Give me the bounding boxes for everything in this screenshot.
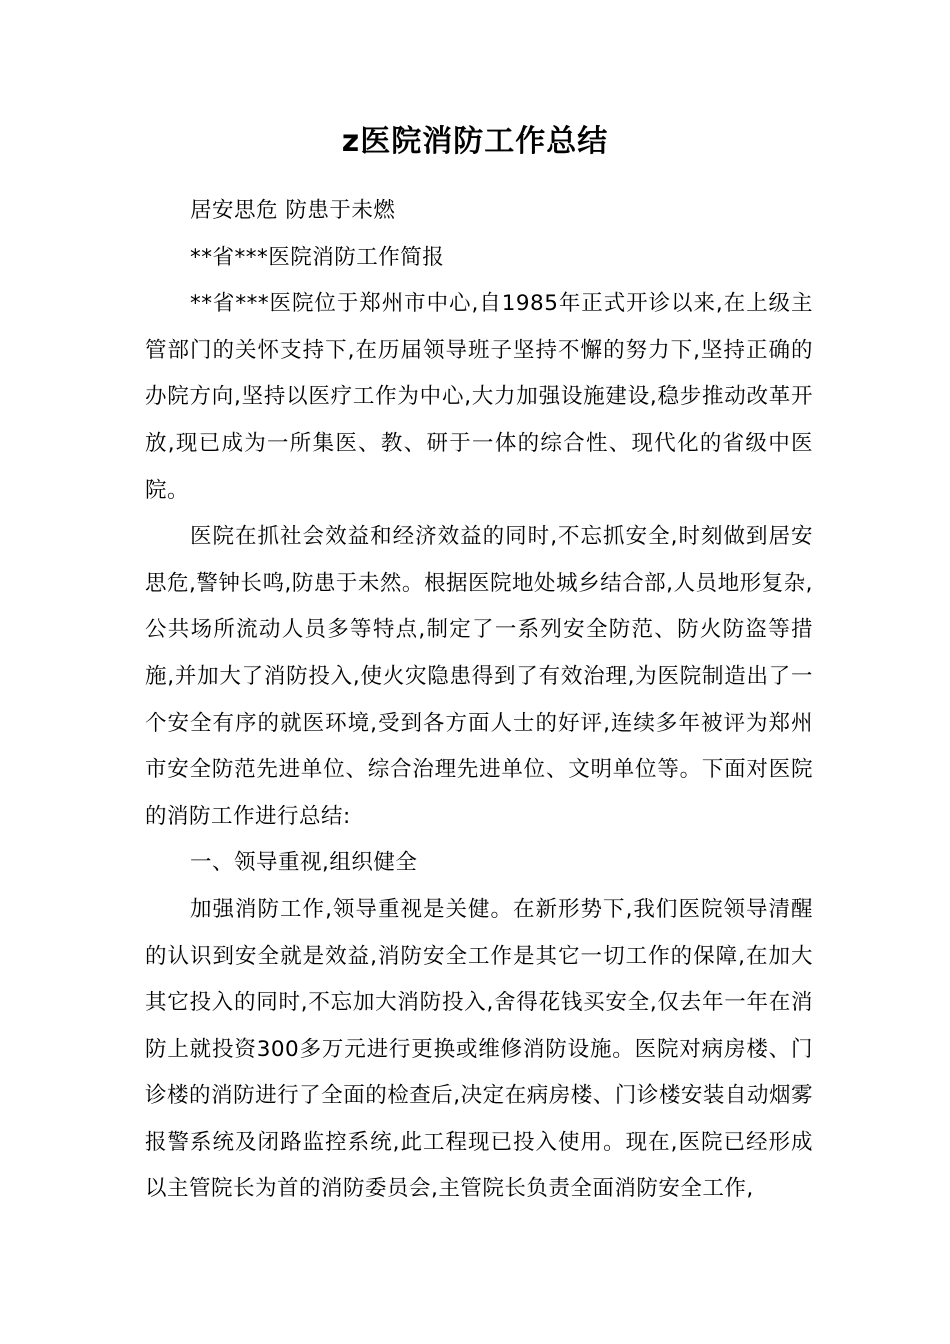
paragraph-safety-overview: 医院在抓社会效益和经济效益的同时,不忘抓安全,时刻做到居安思危,警钟长鸣,防患于未然。根据医院地处城乡结合部,人员地形复杂,公共场所流动人员多等特点,制定了一系列安全防范、防火防盗等措施,并加大了消防投入,使火灾隐患得到了有效治理,为医院制造出了一个安全有序的就医环境,受到各方面人士的好评,连续多年被评为郑州市安全防范先进单位、综合治理先进单位、文明单位等。下面对医院的消防工作进行总结: xyxy=(145,524,813,829)
paragraph-subtitle: 居安思危 防患于未燃 xyxy=(190,198,396,223)
paragraph-briefing-title: **省***医院消防工作简报 xyxy=(190,244,445,270)
document-title: z医院消防工作总结 xyxy=(341,124,609,159)
document-body xyxy=(145,188,813,1213)
section-heading-leadership: 一、领导重视,组织健全 xyxy=(190,850,418,876)
paragraph-hospital-intro: **省***医院位于郑州市中心,自1985年正式开诊以来,在上级主管部门的关怀支持下,在历届领导班子坚持不懈的努力下,坚持正确的办院方向,坚持以医疗工作为中心,大力加强设施建设,稳步推动改革开放,现已成为一所集医、教、研于一体的综合性、现代化的省级中医院。 xyxy=(145,291,813,503)
paragraph-leadership: 加强消防工作,领导重视是关健。在新形势下,我们医院领导清醒的认识到安全就是效益,消防安全工作是其它一切工作的保障,在加大其它投入的同时,不忘加大消防投入,舍得花钱买安全,仅去年一年在消防上就投资300多万元进行更换或维修消防设施。医院对病房楼、门诊楼的消防进行了全面的检查后,决定在病房楼、门诊楼安装自动烟雾报警系统及闭路监控系统,此工程现已投入使用。现在,医院已经形成以主管院长为首的消防委员会,主管院长负责全面消防安全工作, xyxy=(145,896,813,1202)
